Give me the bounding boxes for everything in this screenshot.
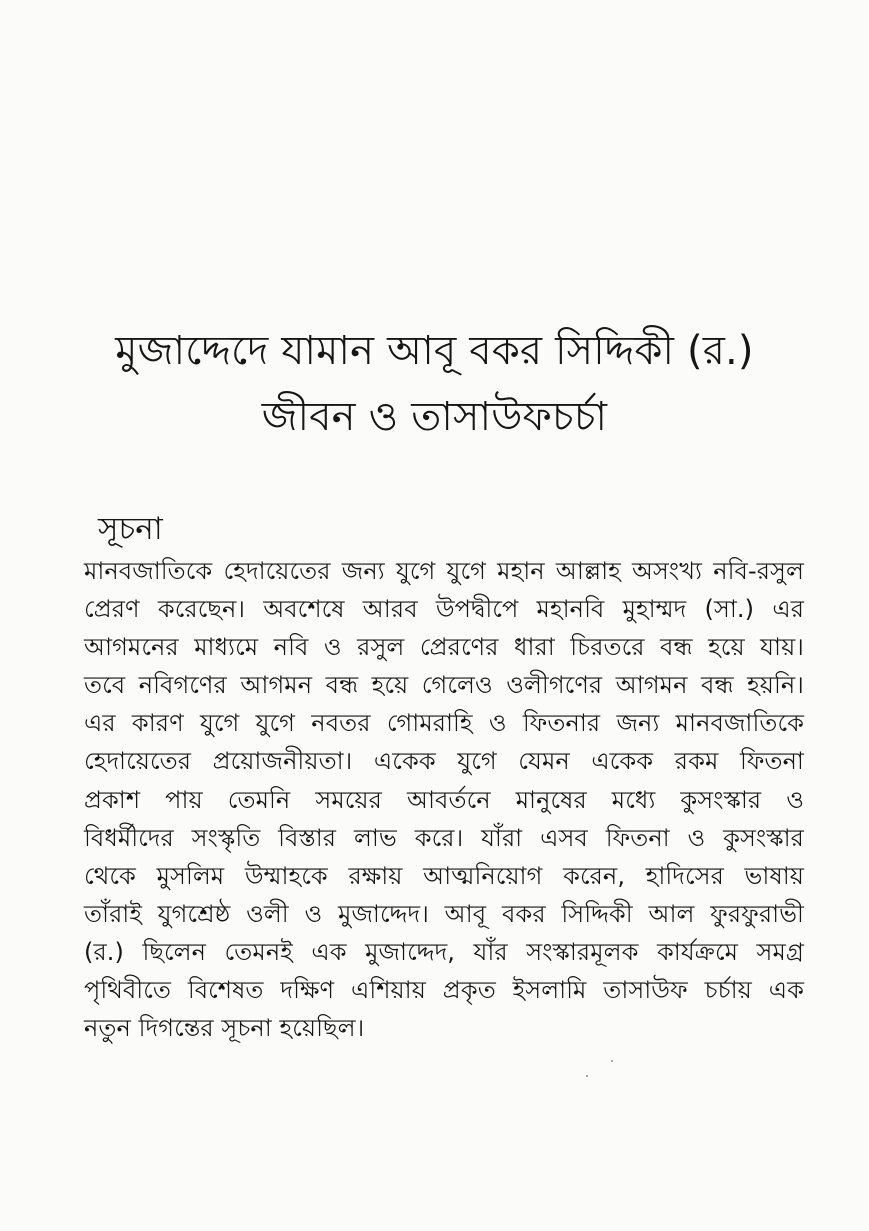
- chapter-title-line-2: জীবন ও তাসাউফচর্চা: [261, 394, 608, 440]
- body-paragraph: [84, 552, 804, 1047]
- chapter-title: [40, 318, 829, 450]
- scan-speck: [586, 1075, 588, 1077]
- paragraph-line: (র.) ছিলেন তেমনই এক মুজাদ্দেদ, যাঁর সংস্কারমূলক কার্যক্রমে সমগ্র: [84, 937, 804, 966]
- paragraph-line: এর কারণ যুগে যুগে নবতর গোমরাহি ও ফিতনার জন্য মানবজাতিকে: [84, 709, 804, 738]
- scan-speck: [611, 1060, 613, 1062]
- paragraph-line: প্রকাশ পায় তেমনি সময়ের আবর্তনে মানুষের মধ্যে কুসংস্কার ও: [84, 785, 804, 814]
- paragraph-line: তবে নবিগণের আগমন বন্ধ হয়ে গেলেও ওলীগণের আগমন বন্ধ হয়নি।: [84, 671, 804, 700]
- paragraph-line: থেকে মুসলিম উম্মাহকে রক্ষায় আত্মনিয়োগ করেন, হাদিসের ভাষায়: [84, 861, 804, 890]
- paragraph-line: নতুন দিগন্তের সূচনা হয়েছিল।: [84, 1014, 365, 1043]
- paragraph-line: পৃথিবীতে বিশেষত দক্ষিণ এশিয়ায় প্রকৃত ইসলামি তাসাউফ চর্চায় এক: [84, 976, 804, 1005]
- paragraph-line: প্রেরণ করেছেন। অবশেষে আরব উপদ্বীপে মহানবি মুহাম্মদ (সা.) এর: [84, 595, 804, 624]
- paragraph-line: মানবজাতিকে হেদায়েতের জন্য যুগে যুগে মহান আল্লাহ অসংখ্য নবি-রসুল: [84, 557, 804, 585]
- paragraph-line: হেদায়েতের প্রয়োজনীয়তা। একেক যুগে যেমন একেক রকম ফিতনা: [84, 747, 804, 776]
- paragraph-line: বিধর্মীদের সংস্কৃতি বিস্তার লাভ করে। যাঁরা এসব ফিতনা ও কুসংস্কার: [84, 823, 804, 852]
- paragraph-line: তাঁরাই যুগশ্রেষ্ঠ ওলী ও মুজাদ্দেদ। আবূ বকর সিদ্দিকী আল ফুরফুরাভী: [84, 899, 804, 928]
- paragraph-line: আগমনের মাধ্যমে নবি ও রসুল প্রেরণের ধারা চিরতরে বন্ধ হয়ে যায়।: [84, 633, 804, 662]
- chapter-title-line-1: মুজাদ্দেদে যামান আবূ বকর সিদ্দিকী (র.): [115, 328, 754, 374]
- section-heading: সূচনা: [98, 511, 163, 547]
